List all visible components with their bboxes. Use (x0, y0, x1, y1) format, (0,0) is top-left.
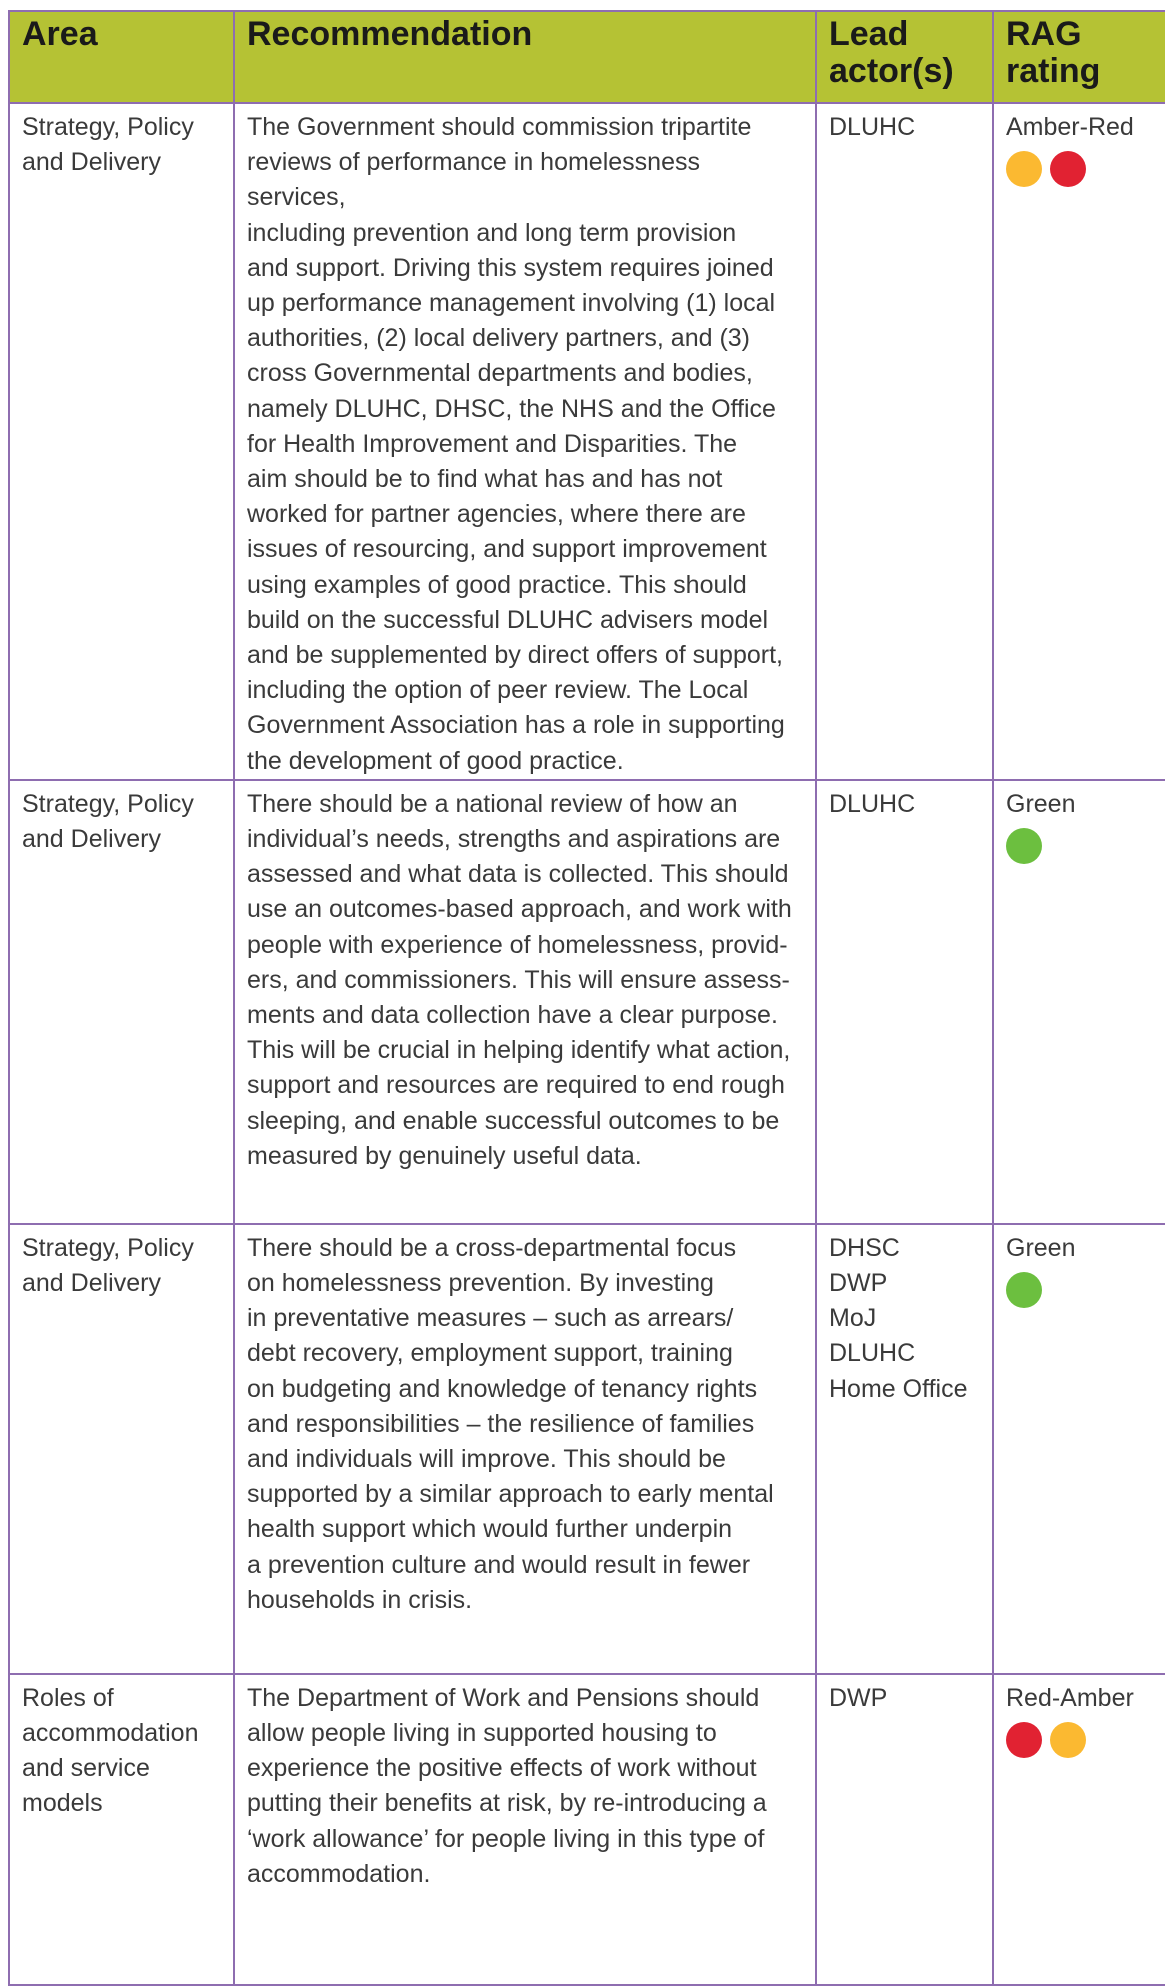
cell-lead-actors: DLUHC (816, 103, 993, 780)
cell-lead-actors: DHSC DWP MoJ DLUHC Home Office (816, 1224, 993, 1674)
cell-area: Strategy, Policy and Delivery (9, 103, 234, 780)
cell-area: Strategy, Policy and Delivery (9, 780, 234, 1224)
header-rag-rating: RAG rating (993, 11, 1165, 103)
cell-rag-rating (993, 1224, 1165, 1674)
rag-indicators (1006, 151, 1157, 187)
cell-rag-rating (993, 103, 1165, 780)
green-status-dot (1006, 828, 1042, 864)
red-status-dot (1050, 151, 1086, 187)
rag-label: Amber-Red (1006, 113, 1134, 141)
cell-recommendation: The Government should commission tripartite reviews of performance in homelessness services, including prevention and long term provision and support. Driving this system requires joined up performance management involving (1) local authorities, (2) local delivery partners, and (3) cross Governmental departments and bodies, namely DLUHC, DHSC, the NHS and the Office for Health Improvement and Disparities. The aim should be to find what has and has not worked for partner agencies, where there are issues of resourcing, and support improvement using examples of good practice. This should build on the successful DLUHC advisers model and be supplemented by direct offers of support, including the option of peer review. The Local Government Association has a role in supporting the development of good practice. (234, 103, 816, 780)
cell-rag-rating (993, 1674, 1165, 1985)
table-row (9, 780, 1165, 1224)
cell-area: Roles of accommodation and service models (9, 1674, 234, 1985)
table-row (9, 103, 1165, 780)
header-area: Area (9, 11, 234, 103)
cell-recommendation: There should be a cross-departmental focus on homelessness prevention. By investing in preventative measures – such as arrears/ debt recovery, employment support, training on budgeting and knowledge of tenancy rights and responsibilities – the resilience of families and individuals will improve. This should be supported by a similar approach to early mental health support which would further underpin a prevention culture and would result in fewer households in crisis. (234, 1224, 816, 1674)
amber-status-dot (1050, 1722, 1086, 1758)
table-header-row (9, 11, 1165, 103)
red-status-dot (1006, 1722, 1042, 1758)
cell-recommendation: The Department of Work and Pensions should allow people living in supported housing to experience the positive effects of work without putting their benefits at risk, by re-introducing a ‘work allowance’ for people living in this type of accommodation. (234, 1674, 816, 1985)
rag-indicators (1006, 1272, 1157, 1308)
table-row (9, 1674, 1165, 1985)
cell-lead-actors: DWP (816, 1674, 993, 1985)
cell-lead-actors: DLUHC (816, 780, 993, 1224)
cell-recommendation: There should be a national review of how an individual’s needs, strengths and aspirations are assessed and what data is collected. This should use an outcomes-based approach, and work with people with experience of homelessness, provid- ers, and commissioners. This will ensure assess- ments and data collection have a clear purpose. This will be crucial in helping identify what action, support and resources are required to end rough sleeping, and enable successful outcomes to be measured by genuinely useful data. (234, 780, 816, 1224)
green-status-dot (1006, 1272, 1042, 1308)
rag-label: Green (1006, 1233, 1076, 1262)
amber-status-dot (1006, 151, 1042, 187)
header-lead-actors: Lead actor(s) (816, 11, 993, 103)
rag-label: Green (1006, 789, 1076, 818)
rag-indicators (1006, 1722, 1157, 1758)
header-recommendation: Recommendation (234, 11, 816, 103)
table-row (9, 1224, 1165, 1674)
rag-label: Red-Amber (1006, 1683, 1134, 1712)
cell-rag-rating (993, 780, 1165, 1224)
recommendations-table (8, 10, 1165, 1986)
rag-indicators (1006, 828, 1157, 864)
cell-area: Strategy, Policy and Delivery (9, 1224, 234, 1674)
